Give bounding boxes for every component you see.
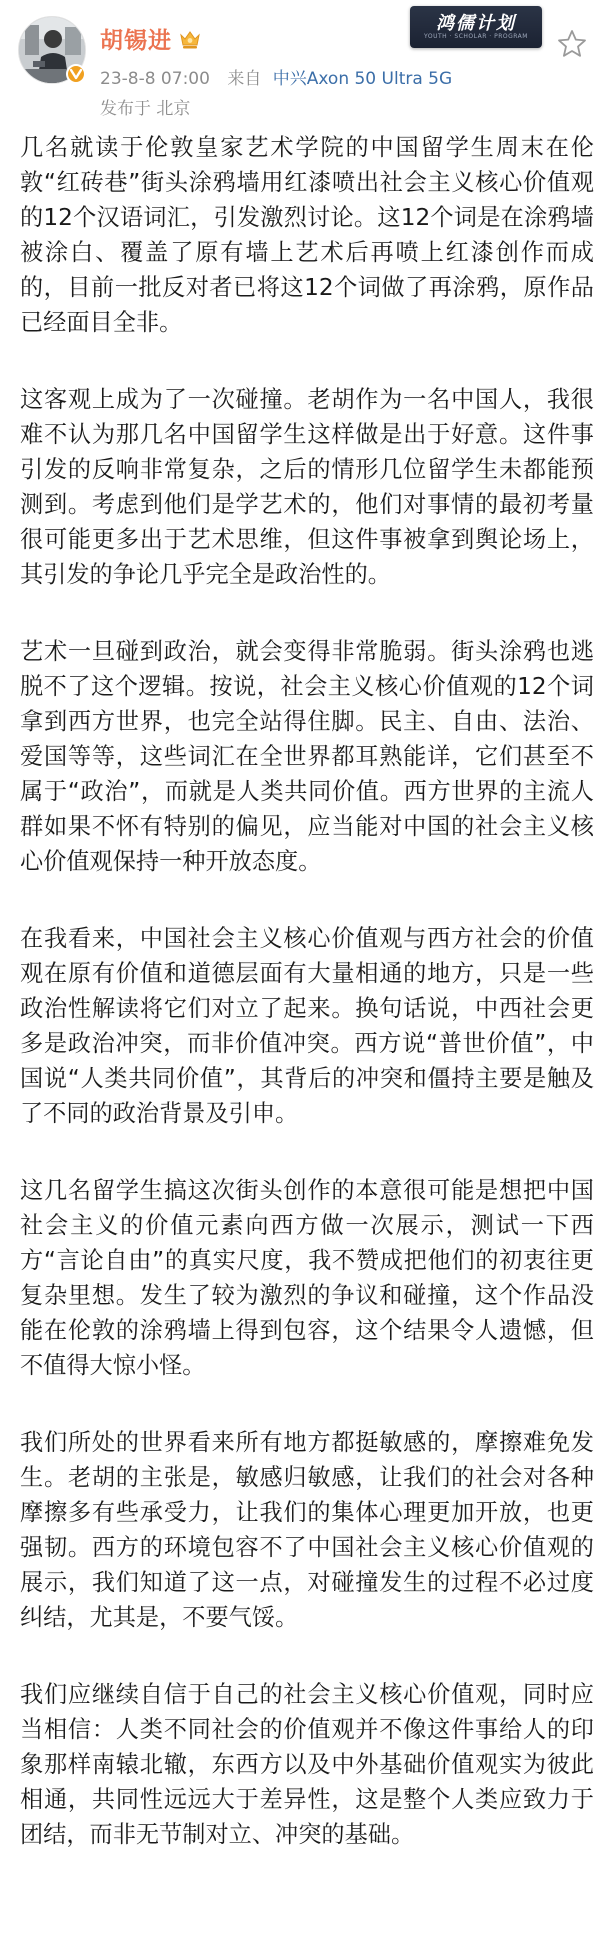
verified-badge-icon: [66, 64, 86, 84]
member-crown-icon[interactable]: [178, 28, 202, 50]
post-paragraph: 我们应继续自信于自己的社会主义核心价值观，同时应当相信：人类不同社会的价值观并不像这件事给人的印象那样南辕北辙，东西方以及中外基础价值观实为彼此相通，共同性远远大于差异性，这是整个人类应致力于团结，而非无节制对立、冲突的基础。: [20, 1681, 594, 1848]
post-paragraph: 这客观上成为了一次碰撞。老胡作为一名中国人，我很难不认为那几名中国留学生这样做是出于好意。这件事引发的反响非常复杂，之后的情形几位留学生未都能预测到。考虑到他们是学艺术的，他们对事情的最初考量很可能更多出于艺术思维，但这件事被拿到舆论场上，其引发的争论几乎完全是政治性的。: [20, 386, 594, 588]
device-link[interactable]: 中兴Axon 50 Ultra 5G: [272, 69, 453, 89]
post-paragraph: 艺术一旦碰到政治，就会变得非常脆弱。街头涂鸦也逃脱不了这个逻辑。按说，社会主义核心价值观的12个词拿到西方世界，也完全站得住脚。民主、自由、法治、爱国等等，这些词汇在全世界都耳熟能详，它们甚至不属于“政治”，而就是人类共同价值。西方世界的主流人群如果不怀有特别的偏见，应当能对中国的社会主义核心价值观保持一种开放态度。: [20, 638, 594, 875]
post-paragraph: 这几名留学生搞这次街头创作的本意很可能是想把中国社会主义的价值元素向西方做一次展示，测试一下西方“言论自由”的真实尺度，我不赞成把他们的初衷往更复杂里想。发生了较为激烈的争议和碰撞，这个作品没能在伦敦的涂鸦墙上得到包容，这个结果令人遗憾，但不值得大惊小怪。: [20, 1177, 594, 1379]
post-paragraph: 在我看来，中国社会主义核心价值观与西方社会的价值观在原有价值和道德层面有大量相通的地方，只是一些政治性解读将它们对立了起来。换句话说，中西社会更多是政治冲突，而非价值冲突。西方说“普世价值”，中国说“人类共同价值”，其背后的冲突和僵持主要是触及了不同的政治背景及引申。: [20, 925, 594, 1127]
source-prefix: 来自: [227, 69, 262, 89]
watermark-title: 鸿儒计划: [436, 13, 516, 34]
post-header: [0, 0, 614, 120]
post-meta: [100, 64, 452, 89]
post-location: 发布于 北京: [100, 99, 191, 119]
post-paragraph: 我们所处的世界看来所有地方都挺敏感的，摩擦难免发生。老胡的主张是，敏感归敏感，让我们的社会对各种摩擦多有些承受力，让我们的集体心理更加开放，也更强韧。西方的环境包容不了中国社会主义核心价值观的展示，我们知道了这一点，对碰撞发生的过程不必过度纠结，尤其是，不要气馁。: [20, 1429, 594, 1631]
author-name[interactable]: 胡锡进: [100, 28, 172, 54]
author-name-row: [100, 22, 202, 55]
watermark-subtitle: YOUTH · SCHOLAR · PROGRAM: [424, 33, 528, 40]
post-paragraph: 几名就读于伦敦皇家艺术学院的中国留学生周末在伦敦“红砖巷”街头涂鸦墙用红漆喷出社会主义核心价值观的12个汉语词汇，引发激烈讨论。这12个词是在涂鸦墙被涂白、覆盖了原有墙上艺术后再喷上红漆创作而成的，目前一批反对者已将这12个词做了再涂鸦，原作品已经面目全非。: [20, 134, 594, 336]
post-content: [20, 130, 594, 1894]
watermark-logo: [410, 6, 542, 48]
favorite-star-icon[interactable]: [556, 28, 588, 60]
post-time: 23-8-8 07:00: [100, 69, 210, 89]
